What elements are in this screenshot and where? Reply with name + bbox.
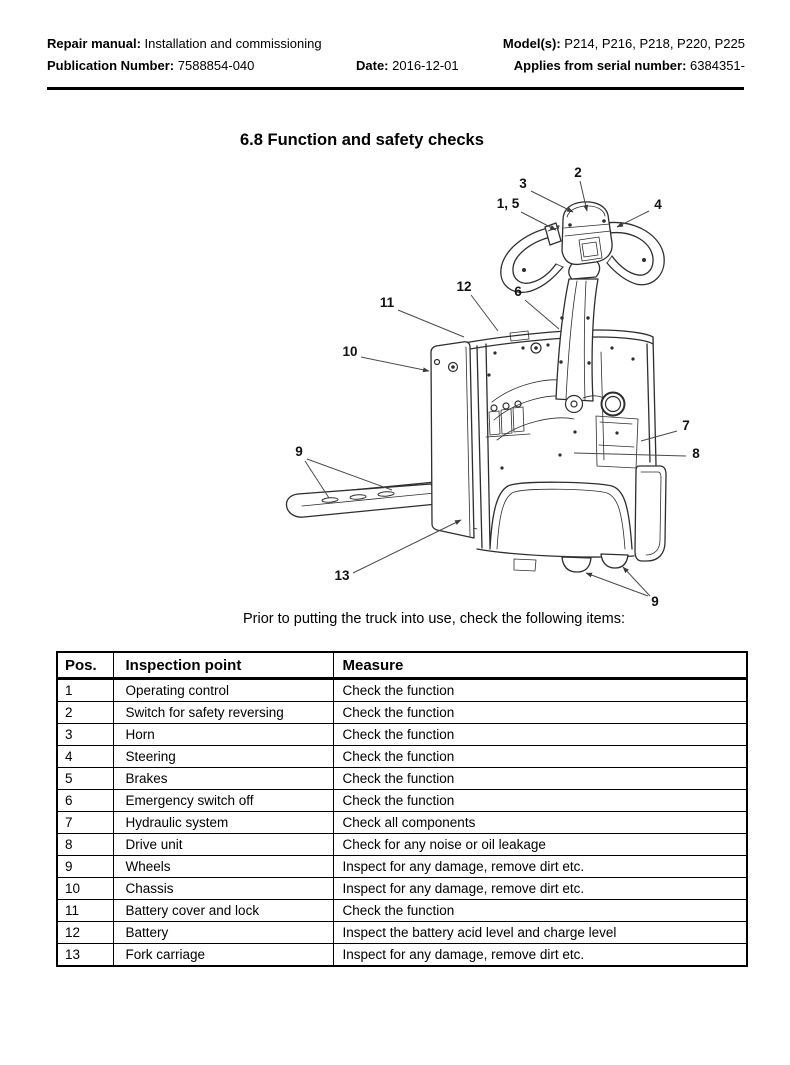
measure-cell: Check the function [333,790,747,812]
table-row [57,768,747,790]
callout-leader-line [398,310,464,337]
callout-leader-line [525,300,559,329]
callout-label: 4 [654,197,662,212]
inspection-point-cell: Wheels [113,856,333,878]
section-title: 6.8 Function and safety checks [240,131,484,149]
pos-cell: 7 [57,812,113,834]
callout-label: 9 [295,444,303,459]
pos-cell: 13 [57,944,113,967]
pos-cell: 11 [57,900,113,922]
callout-label: 12 [456,279,472,294]
measure-cell: Check for any noise or oil leakage [333,834,747,856]
inspection-point-cell: Operating control [113,679,333,702]
measure-cell: Inspect for any damage, remove dirt etc. [333,856,747,878]
serial-line [514,58,745,73]
pos-cell: 9 [57,856,113,878]
inspection-point-cell: Battery cover and lock [113,900,333,922]
inspection-table-body [57,679,747,967]
table-row [57,834,747,856]
measure-cell: Check the function [333,746,747,768]
table-row [57,922,747,944]
pos-cell: 5 [57,768,113,790]
pos-cell: 6 [57,790,113,812]
pos-cell: 2 [57,702,113,724]
date-line [356,58,459,73]
measure-cell: Inspect for any damage, remove dirt etc. [333,878,747,900]
callout-label: 3 [519,176,527,191]
col-header-inspection-point: Inspection point [113,652,333,679]
callout-leader-line [641,431,677,441]
inspection-point-cell: Steering [113,746,333,768]
callout-leader-line [353,520,461,573]
col-header-measure: Measure [333,652,747,679]
table-row [57,679,747,702]
models-line [503,36,745,51]
table-row [57,702,747,724]
inspection-point-cell: Fork carriage [113,944,333,967]
callout-leader-line [471,295,498,331]
serial-label: Applies from serial number: [513,58,687,73]
inspection-point-cell: Switch for safety reversing [113,702,333,724]
table-row [57,746,747,768]
measure-cell: Check all components [333,812,747,834]
inspection-point-cell: Chassis [113,878,333,900]
date-label: Date: [356,58,389,73]
pos-cell: 12 [57,922,113,944]
table-row [57,812,747,834]
callout-label: 1, 5 [496,196,520,211]
inspection-point-cell: Drive unit [113,834,333,856]
callout-leader-line [521,212,556,230]
models-label: Model(s): [502,36,561,51]
callout-label: 2 [574,165,582,180]
pos-cell: 3 [57,724,113,746]
inspection-point-cell: Hydraulic system [113,812,333,834]
callout-label: 13 [334,568,350,583]
pos-cell: 4 [57,746,113,768]
callout-label: 10 [342,344,358,359]
table-row [57,900,747,922]
table-row [57,878,747,900]
callout-leader-line [531,191,573,212]
measure-cell: Check the function [333,702,747,724]
inspection-point-cell: Battery [113,922,333,944]
table-row [57,856,747,878]
repair-manual-label: Repair manual: [47,36,141,51]
callout-label: 11 [379,295,395,310]
callout-leader-line [574,453,686,456]
callout-leader-line [361,357,429,371]
repair-manual-value: Installation and commissioning [144,36,322,51]
publication-line [47,58,254,73]
callout-label: 7 [682,418,690,433]
measure-cell: Check the function [333,679,747,702]
measure-cell: Check the function [333,768,747,790]
col-header-pos: Pos. [57,652,113,679]
header-divider [47,87,744,90]
callout-leader-line [307,459,392,490]
table-header-row [57,652,747,679]
publication-number-label: Publication Number: [47,58,175,73]
inspection-point-cell: Horn [113,724,333,746]
models-value: P214, P216, P218, P220, P225 [564,36,745,51]
pos-cell: 1 [57,679,113,702]
measure-cell: Inspect for any damage, remove dirt etc. [333,944,747,967]
callout-label: 8 [692,446,700,461]
callout-label: 6 [514,284,522,299]
table-row [57,944,747,967]
inspection-table [56,651,748,967]
figure-caption: Prior to putting the truck into use, check the following items: [243,611,626,627]
pallet-truck-figure [280,160,710,610]
repair-manual-line [47,36,322,51]
callout-label: 9 [651,594,659,609]
table-row [57,724,747,746]
date-value: 2016-12-01 [392,58,459,73]
serial-value: 6384351- [690,58,745,73]
measure-cell: Check the function [333,724,747,746]
table-row [57,790,747,812]
inspection-point-cell: Brakes [113,768,333,790]
inspection-point-cell: Emergency switch off [113,790,333,812]
measure-cell: Check the function [333,900,747,922]
pos-cell: 10 [57,878,113,900]
pallet-truck-drawing [286,202,666,572]
pos-cell: 8 [57,834,113,856]
measure-cell: Inspect the battery acid level and charge level [333,922,747,944]
publication-number-value: 7588854-040 [177,58,255,73]
